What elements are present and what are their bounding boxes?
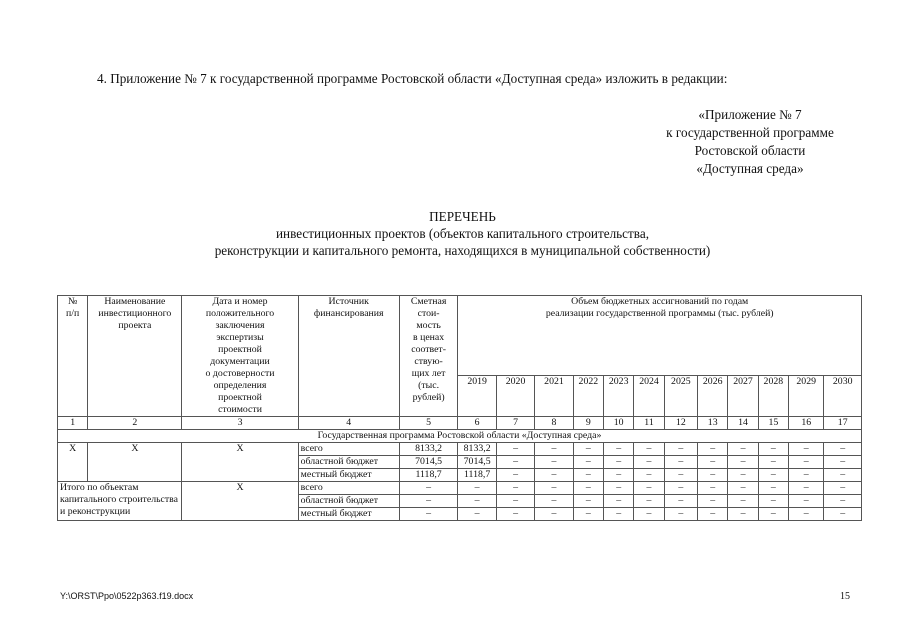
estimated-cost: – [399, 495, 458, 508]
year-value: – [698, 456, 728, 469]
header-year: 2029 [789, 375, 824, 416]
heading-line-1: инвестиционных проектов (объектов капитального строительства, [275, 226, 650, 241]
year-value: – [758, 508, 788, 521]
estimated-cost: – [399, 482, 458, 495]
table-row [58, 443, 862, 456]
header-year: 2030 [824, 375, 862, 416]
year-value: – [789, 456, 824, 469]
year-value: – [728, 469, 758, 482]
col-number: 10 [604, 417, 634, 430]
year-value: – [496, 456, 534, 469]
year-2019-value: 7014,5 [458, 456, 496, 469]
funding-source: всего [298, 482, 399, 495]
year-value: – [824, 495, 862, 508]
funding-source: местный бюджет [298, 469, 399, 482]
col-number: 16 [789, 417, 824, 430]
year-value: – [728, 495, 758, 508]
appendix-line: Ростовской области [694, 143, 806, 158]
estimated-cost: 1118,7 [399, 469, 458, 482]
year-value: – [789, 469, 824, 482]
year-value: – [758, 482, 788, 495]
year-value: – [573, 495, 603, 508]
funding-source: областной бюджет [298, 495, 399, 508]
year-value: – [728, 508, 758, 521]
year-value: – [758, 456, 788, 469]
header-year: 2025 [664, 375, 697, 416]
year-value: – [535, 456, 573, 469]
col-number: 7 [496, 417, 534, 430]
col-number: 5 [399, 417, 458, 430]
year-value: – [535, 443, 573, 456]
estimated-cost: 7014,5 [399, 456, 458, 469]
header-year: 2027 [728, 375, 758, 416]
block1-name: Х [88, 443, 182, 482]
header-expertise-date: Дата и номер положительного заключения экспертизы проектной документации о достоверности определения проектной стоимости [182, 296, 298, 417]
year-value: – [573, 469, 603, 482]
year-value: – [728, 482, 758, 495]
year-value: – [634, 469, 664, 482]
page-number: 15 [840, 591, 850, 602]
year-value: – [664, 456, 697, 469]
block2-name: Итого по объектам капитального строительства и реконструкции [58, 482, 182, 521]
col-number: 8 [535, 417, 573, 430]
year-value: – [604, 456, 634, 469]
col-number: 9 [573, 417, 603, 430]
investment-projects-table [57, 295, 862, 521]
header-funding-source: Источник финансирования [298, 296, 399, 417]
col-number: 2 [88, 417, 182, 430]
year-value: – [758, 443, 788, 456]
header-year: 2026 [698, 375, 728, 416]
year-value: – [664, 508, 697, 521]
block2-date: Х [182, 482, 298, 521]
year-value: – [789, 482, 824, 495]
year-value: – [535, 508, 573, 521]
estimated-cost: – [399, 508, 458, 521]
funding-source: местный бюджет [298, 508, 399, 521]
header-year: 2021 [535, 375, 573, 416]
col-number: 14 [728, 417, 758, 430]
header-year: 2023 [604, 375, 634, 416]
year-value: – [535, 495, 573, 508]
year-2019-value: 1118,7 [458, 469, 496, 482]
year-value: – [698, 495, 728, 508]
year-value: – [535, 482, 573, 495]
year-value: – [664, 443, 697, 456]
year-value: – [604, 495, 634, 508]
year-value: – [634, 443, 664, 456]
year-value: – [573, 456, 603, 469]
heading-title: ПЕРЕЧЕНЬ [429, 209, 496, 224]
section-row [58, 430, 862, 443]
header-year: 2022 [573, 375, 603, 416]
year-value: – [496, 508, 534, 521]
year-value: – [634, 495, 664, 508]
col-number: 3 [182, 417, 298, 430]
block1-date: Х [182, 443, 298, 482]
year-2019-value: – [458, 495, 496, 508]
funding-source: всего [298, 443, 399, 456]
year-value: – [664, 495, 697, 508]
column-numbers-row [58, 417, 862, 430]
year-value: – [496, 469, 534, 482]
year-value: – [728, 456, 758, 469]
year-2019-value: – [458, 482, 496, 495]
header-year: 2028 [758, 375, 788, 416]
year-value: – [664, 482, 697, 495]
year-value: – [789, 508, 824, 521]
year-value: – [496, 443, 534, 456]
col-number: 6 [458, 417, 496, 430]
year-value: – [789, 443, 824, 456]
year-value: – [824, 456, 862, 469]
header-year: 2024 [634, 375, 664, 416]
section-title: Государственная программа Ростовской области «Доступная среда» [58, 430, 862, 443]
year-value: – [698, 469, 728, 482]
header-budget-volume: Объем бюджетных ассигнований по годам реализации государственной программы (тыс. рублей) [458, 296, 862, 376]
col-number: 4 [298, 417, 399, 430]
appendix-line: «Приложение № 7 [698, 107, 802, 122]
year-value: – [573, 508, 603, 521]
year-value: – [634, 508, 664, 521]
year-value: – [664, 469, 697, 482]
year-value: – [604, 508, 634, 521]
col-number: 11 [634, 417, 664, 430]
appendix-caption [640, 106, 860, 178]
appendix-line: «Доступная среда» [696, 161, 804, 176]
year-value: – [824, 443, 862, 456]
year-value: – [824, 508, 862, 521]
funding-source: областной бюджет [298, 456, 399, 469]
col-number: 1 [58, 417, 88, 430]
table-row [58, 482, 862, 495]
year-value: – [698, 508, 728, 521]
document-heading [40, 208, 885, 259]
col-number: 12 [664, 417, 697, 430]
year-value: – [496, 495, 534, 508]
header-project-name: Наименование инвестиционного проекта [88, 296, 182, 417]
col-number: 13 [698, 417, 728, 430]
header-year: 2019 [458, 375, 496, 416]
year-2019-value: – [458, 508, 496, 521]
header-row [58, 296, 862, 376]
year-value: – [573, 482, 603, 495]
col-number: 15 [758, 417, 788, 430]
year-value: – [824, 482, 862, 495]
year-value: – [634, 482, 664, 495]
header-estimated-cost: Сметная стои- мость в ценах соответ- ствую- щих лет (тыс. рублей) [399, 296, 458, 417]
col-number: 17 [824, 417, 862, 430]
year-value: – [535, 469, 573, 482]
header-year: 2020 [496, 375, 534, 416]
year-value: – [758, 495, 788, 508]
year-value: – [728, 443, 758, 456]
appendix-line: к государственной программе [666, 125, 834, 140]
block1-num: Х [58, 443, 88, 482]
year-value: – [573, 443, 603, 456]
heading-line-2: реконструкции и капитального ремонта, находящихся в муниципальной собственности) [214, 243, 711, 258]
year-value: – [604, 482, 634, 495]
year-value: – [698, 482, 728, 495]
year-value: – [758, 469, 788, 482]
footer-file-path: Y:\ORST\Ppo\0522p363.f19.docx [60, 591, 194, 601]
header-num: № п/п [58, 296, 88, 417]
year-value: – [824, 469, 862, 482]
year-value: – [604, 443, 634, 456]
year-value: – [698, 443, 728, 456]
year-value: – [789, 495, 824, 508]
estimated-cost: 8133,2 [399, 443, 458, 456]
year-value: – [634, 456, 664, 469]
intro-text: 4. Приложение № 7 к государственной программе Ростовской области «Доступная среда» изложить в редакции: [97, 71, 728, 86]
year-value: – [604, 469, 634, 482]
year-value: – [496, 482, 534, 495]
year-2019-value: 8133,2 [458, 443, 496, 456]
